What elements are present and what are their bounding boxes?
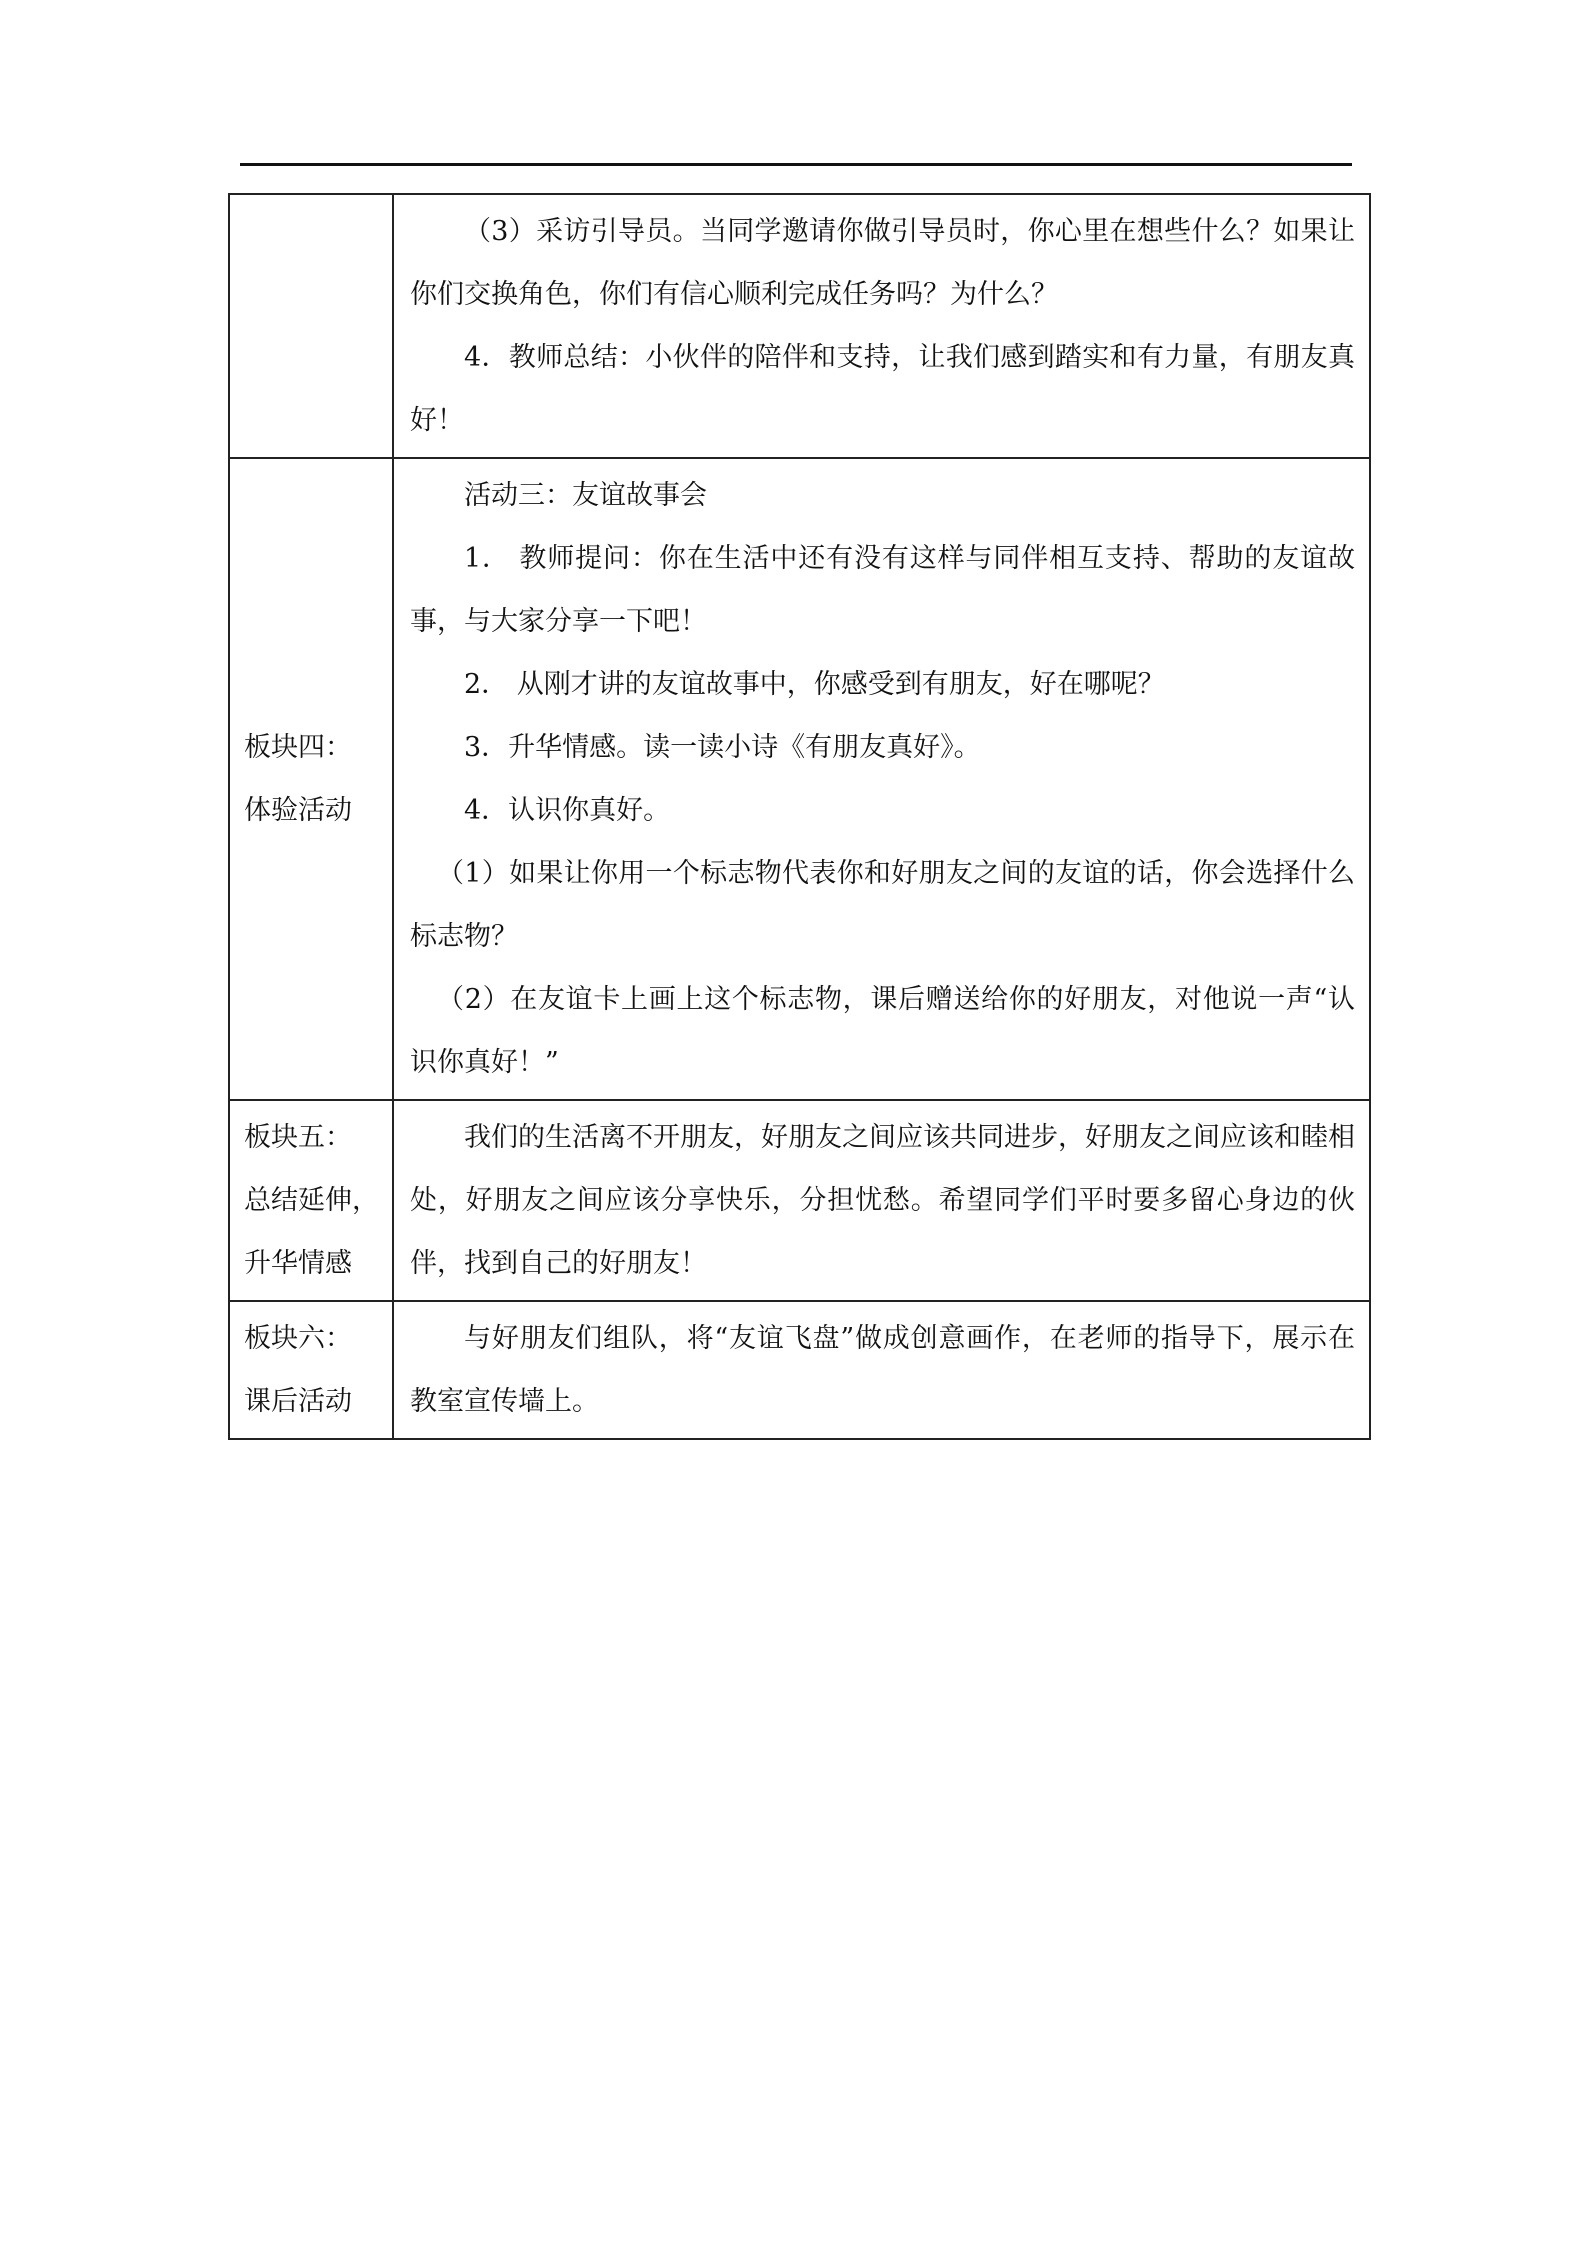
section-label: 课后活动 <box>244 1386 352 1417</box>
section-label-cell <box>229 1100 393 1301</box>
paragraph: 4．认识你真好。 <box>464 795 671 826</box>
paragraph: 4．教师总结：小伙伴的陪伴和支持，让我们感到踏实和有力量，有朋友真好！ <box>410 342 1355 436</box>
header-rule <box>240 163 1352 166</box>
section-content-cell <box>393 1100 1370 1301</box>
paragraph: 2． 从刚才讲的友谊故事中，你感受到有朋友，好在哪呢？ <box>464 669 1165 700</box>
activity-title: 活动三：友谊故事会 <box>464 480 707 511</box>
paragraph: 3．升华情感。读一读小诗《有朋友真好》。 <box>464 732 981 763</box>
section-label: 升华情感 <box>244 1248 352 1279</box>
table-row <box>229 1301 1370 1439</box>
section-content-cell <box>393 1301 1370 1439</box>
paragraph: 1． 教师提问：你在生活中还有没有这样与同伴相互支持、帮助的友谊故事，与大家分享一下吧！ <box>410 543 1355 637</box>
section-label-cell <box>229 1301 393 1439</box>
paragraph: （2）在友谊卡上画上这个标志物，课后赠送给你的好朋友，对他说一声“认识你真好！” <box>410 984 1355 1078</box>
section-label: 总结延伸， <box>244 1185 379 1216</box>
paragraph: （1）如果让你用一个标志物代表你和好朋友之间的友谊的话，你会选择什么标志物？ <box>410 858 1355 952</box>
paragraph: （3）采访引导员。当同学邀请你做引导员时，你心里在想些什么？如果让你们交换角色，你们有信心顺利完成任务吗？为什么？ <box>410 216 1355 310</box>
section-label: 板块五： <box>244 1122 352 1153</box>
lesson-plan-table <box>228 193 1371 1440</box>
table-row <box>229 458 1370 1100</box>
table-row <box>229 194 1370 458</box>
section-label-cell <box>229 458 393 1100</box>
section-label: 板块六： <box>244 1323 352 1354</box>
paragraph: 我们的生活离不开朋友，好朋友之间应该共同进步，好朋友之间应该和睦相处，好朋友之间应该分享快乐，分担忧愁。希望同学们平时要多留心身边的伙伴，找到自己的好朋友！ <box>410 1122 1355 1279</box>
section-label-cell <box>229 194 393 458</box>
section-content-cell <box>393 194 1370 458</box>
section-content-cell <box>393 458 1370 1100</box>
paragraph: 与好朋友们组队，将“友谊飞盘”做成创意画作，在老师的指导下，展示在教室宣传墙上。 <box>410 1323 1355 1417</box>
section-label: 板块四： <box>244 732 352 763</box>
table-row <box>229 1100 1370 1301</box>
section-label: 体验活动 <box>244 795 352 826</box>
